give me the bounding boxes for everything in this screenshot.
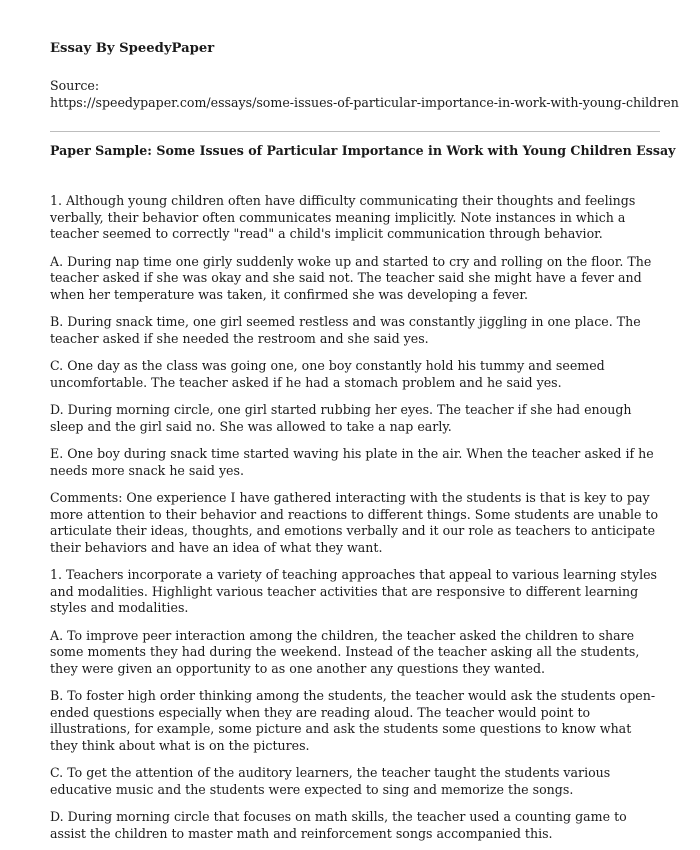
source-label: Source:: [50, 78, 100, 93]
paragraph: B. To foster high order thinking among the students, the teacher would ask the students open-ended questions especially when they are reading aloud. The teacher would point to illustrations, for example, some picture and ask the students some questions to know what they think about what is on the pictures.: [50, 688, 656, 753]
header-divider: [50, 131, 660, 132]
paragraph: B. During snack time, one girl seemed restless and was constantly jiggling in one place. The teacher asked if she needed the restroom and she said yes.: [50, 314, 641, 346]
paragraph: 1. Although young children often have difficulty communicating their thoughts and feelings verbally, their behavior often communicates meaning implicitly. Note instances in which a teacher seemed to correctly "read" a child's implicit communication through behavior.: [50, 193, 636, 241]
paragraph: A. During nap time one girly suddenly woke up and started to cry and rolling on the floor. The teacher asked if she was okay and she said not. The teacher said she might have a fever and when her temperature was taken, it confirmed she was developing a fever.: [50, 253, 652, 302]
paragraph: A. To improve peer interaction among the children, the teacher asked the children to share some moments they had during the weekend. Instead of the teacher asking all the students, they were given an opportunity to as one another any questions they wanted.: [50, 627, 640, 676]
source-url: https://speedypaper.com/essays/some-issues-of-particular-importance-in-work-with-young-children: [50, 95, 679, 110]
source-block: [50, 77, 679, 111]
paragraph: D. During morning circle, one girl started rubbing her eyes. The teacher if she had enough sleep and the girl said no. She was allowed to take a nap early.: [50, 402, 632, 434]
essay-by-heading: Essay By SpeedyPaper: [50, 41, 215, 56]
paragraph: C. To get the attention of the auditory learners, the teacher taught the students various educative music and the students were expected to sing and memorize the songs.: [50, 765, 611, 797]
paragraph: 1. Teachers incorporate a variety of teaching approaches that appeal to various learning styles and modalities. Highlight various teacher activities that are responsive to different learning styles and modalities.: [50, 567, 658, 615]
essay-body: [50, 193, 660, 842]
paragraph: Comments: One experience I have gathered interacting with the students is that is key to pay more attention to their behavior and reactions to different things. Some students are unable to articulate their ideas, thoughts, and emotions verbally and it our role as teachers to anticipate their behaviors and have an idea of what they want.: [50, 490, 659, 555]
paper-title: Paper Sample: Some Issues of Particular Importance in Work with Young Children Essay: [50, 143, 676, 158]
paragraph: E. One boy during snack time started waving his plate in the air. When the teacher asked if he needs more snack he said yes.: [50, 446, 654, 478]
paragraph: D. During morning circle that focuses on math skills, the teacher used a counting game to assist the children to master math and reinforcement songs accompanied this.: [50, 809, 627, 841]
paragraph: C. One day as the class was going one, one boy constantly hold his tummy and seemed uncomfortable. The teacher asked if he had a stomach problem and he said yes.: [50, 358, 605, 390]
